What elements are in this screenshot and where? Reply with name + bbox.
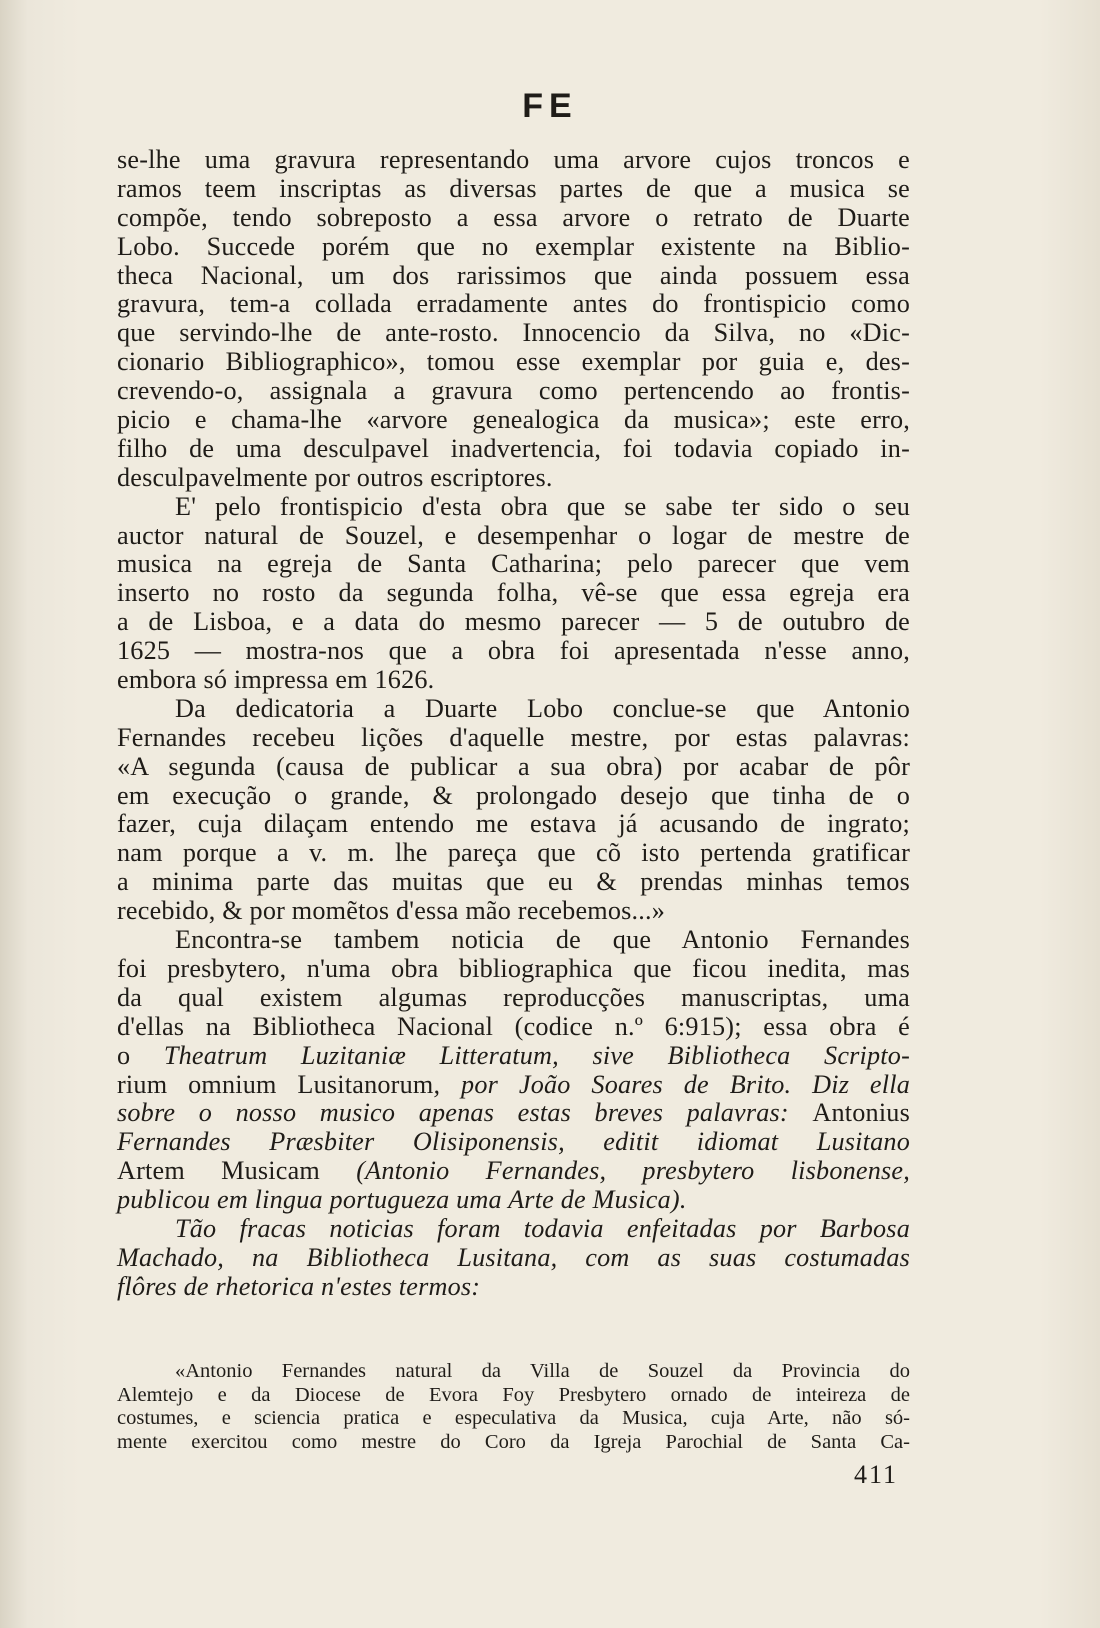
body-text (117, 146, 910, 1302)
body-line: flôres de rhetorica n'estes termos: (117, 1271, 481, 1301)
body-line: que servindo-lhe de ante-rosto. Innocencio da Silva, no «Dic- (117, 318, 910, 348)
body-line: Tão fracas noticias foram todavia enfeitadas por Barbosa (175, 1213, 910, 1243)
body-line: picio e chama-lhe «arvore genealogica da musica»; este erro, (117, 405, 910, 435)
body-line: Encontra-se tambem noticia de que Antonio Fernandes (175, 925, 910, 955)
body-line: E' pelo frontispicio d'esta obra que se sabe ter sido o seu (175, 491, 910, 521)
body-line: recebido, & por momẽtos d'essa mão recebemos...» (117, 896, 666, 926)
body-line: rium omnium Lusitanorum, por João Soares de Brito. Diz ella (117, 1069, 911, 1099)
body-line: o Theatrum Luzitaniæ Litteratum, sive Bibliotheca Scripto- (117, 1040, 910, 1070)
body-line: se-lhe uma gravura representando uma arvore cujos troncos e (117, 145, 910, 174)
body-line: Fernandes Præsbiter Olisiponensis, editit idiomat Lusitano (117, 1127, 910, 1157)
body-line: embora só impressa em 1626. (117, 665, 435, 695)
body-line: Machado, na Bibliotheca Lusitana, com as suas costumadas (117, 1242, 910, 1272)
body-line: auctor natural de Souzel, e desempenhar o logar de mestre de (117, 520, 910, 550)
body-line: desculpavelmente por outros escriptores. (117, 462, 553, 492)
body-line: fazer, cuja dilaçam entendo me estava já acusando de ingrato; (117, 809, 910, 839)
footnote-line: mente exercitou como mestre do Coro da Igreja Parochial de Santa Ca- (117, 1430, 910, 1453)
footnote-line: Alemtejo e da Diocese de Evora Foy Presbytero ornado de inteireza de (117, 1383, 910, 1406)
body-line: Artem Musicam (Antonio Fernandes, presbytero lisbonense, (117, 1156, 910, 1186)
footnote (117, 1360, 910, 1454)
body-line: ramos teem inscriptas as diversas partes de que a musica se (117, 173, 910, 203)
body-line: musica na egreja de Santa Catharina; pelo parecer que vem (117, 549, 910, 579)
body-line: a de Lisboa, e a data do mesmo parecer — 5 de outubro de (117, 607, 910, 637)
body-line: d'ellas na Bibliotheca Nacional (codice n.º 6:915); essa obra é (117, 1011, 910, 1041)
body-line: a minima parte das muitas que eu & prendas minhas temos (117, 867, 910, 897)
body-line: gravura, tem-a collada erradamente antes do frontispicio como (117, 289, 910, 319)
body-line: sobre o nosso musico apenas estas breves palavras: Antonius (117, 1098, 910, 1128)
body-line: cionario Bibliographico», tomou esse exemplar por guia e, des- (117, 347, 910, 377)
body-line: Fernandes recebeu lições d'aquelle mestre, por estas palavras: (117, 722, 910, 752)
body-line: foi presbytero, n'uma obra bibliographica que ficou inedita, mas (117, 953, 910, 983)
body-line: filho de uma desculpavel inadvertencia, foi todavia copiado in- (117, 433, 910, 463)
running-head: FE (522, 87, 578, 125)
footnote-line: costumes, e sciencia pratica e especulativa da Musica, cuja Arte, não só- (117, 1407, 910, 1429)
body-line: da qual existem algumas reproducções manuscriptas, uma (117, 982, 910, 1012)
body-line: 1625 — mostra-nos que a obra foi apresentada n'esse anno, (117, 636, 910, 666)
body-line: em execução o grande, & prolongado desejo que tinha de o (117, 780, 910, 810)
body-line: «A segunda (causa de publicar a sua obra) por acabar de pôr (117, 751, 910, 781)
footnote-line: «Antonio Fernandes natural da Villa de Souzel da Provincia do (175, 1360, 910, 1382)
body-line: Lobo. Succede porém que no exemplar existente na Biblio- (117, 231, 910, 261)
body-line: theca Nacional, um dos rarissimos que ainda possuem essa (117, 260, 910, 290)
body-line: compõe, tendo sobreposto a essa arvore o retrato de Duarte (117, 202, 910, 232)
body-line: Da dedicatoria a Duarte Lobo conclue-se que Antonio (175, 693, 910, 723)
page-number: 411 (853, 1460, 898, 1489)
body-line: crevendo-o, assignala a gravura como pertencendo ao frontis- (117, 376, 910, 406)
body-line: nam porque a v. m. lhe pareça que cõ isto pertenda gratificar (117, 838, 910, 868)
body-line: inserto no rosto da segunda folha, vê-se que essa egreja era (117, 578, 910, 608)
body-line: publicou em lingua portugueza uma Arte de Musica). (117, 1185, 687, 1215)
